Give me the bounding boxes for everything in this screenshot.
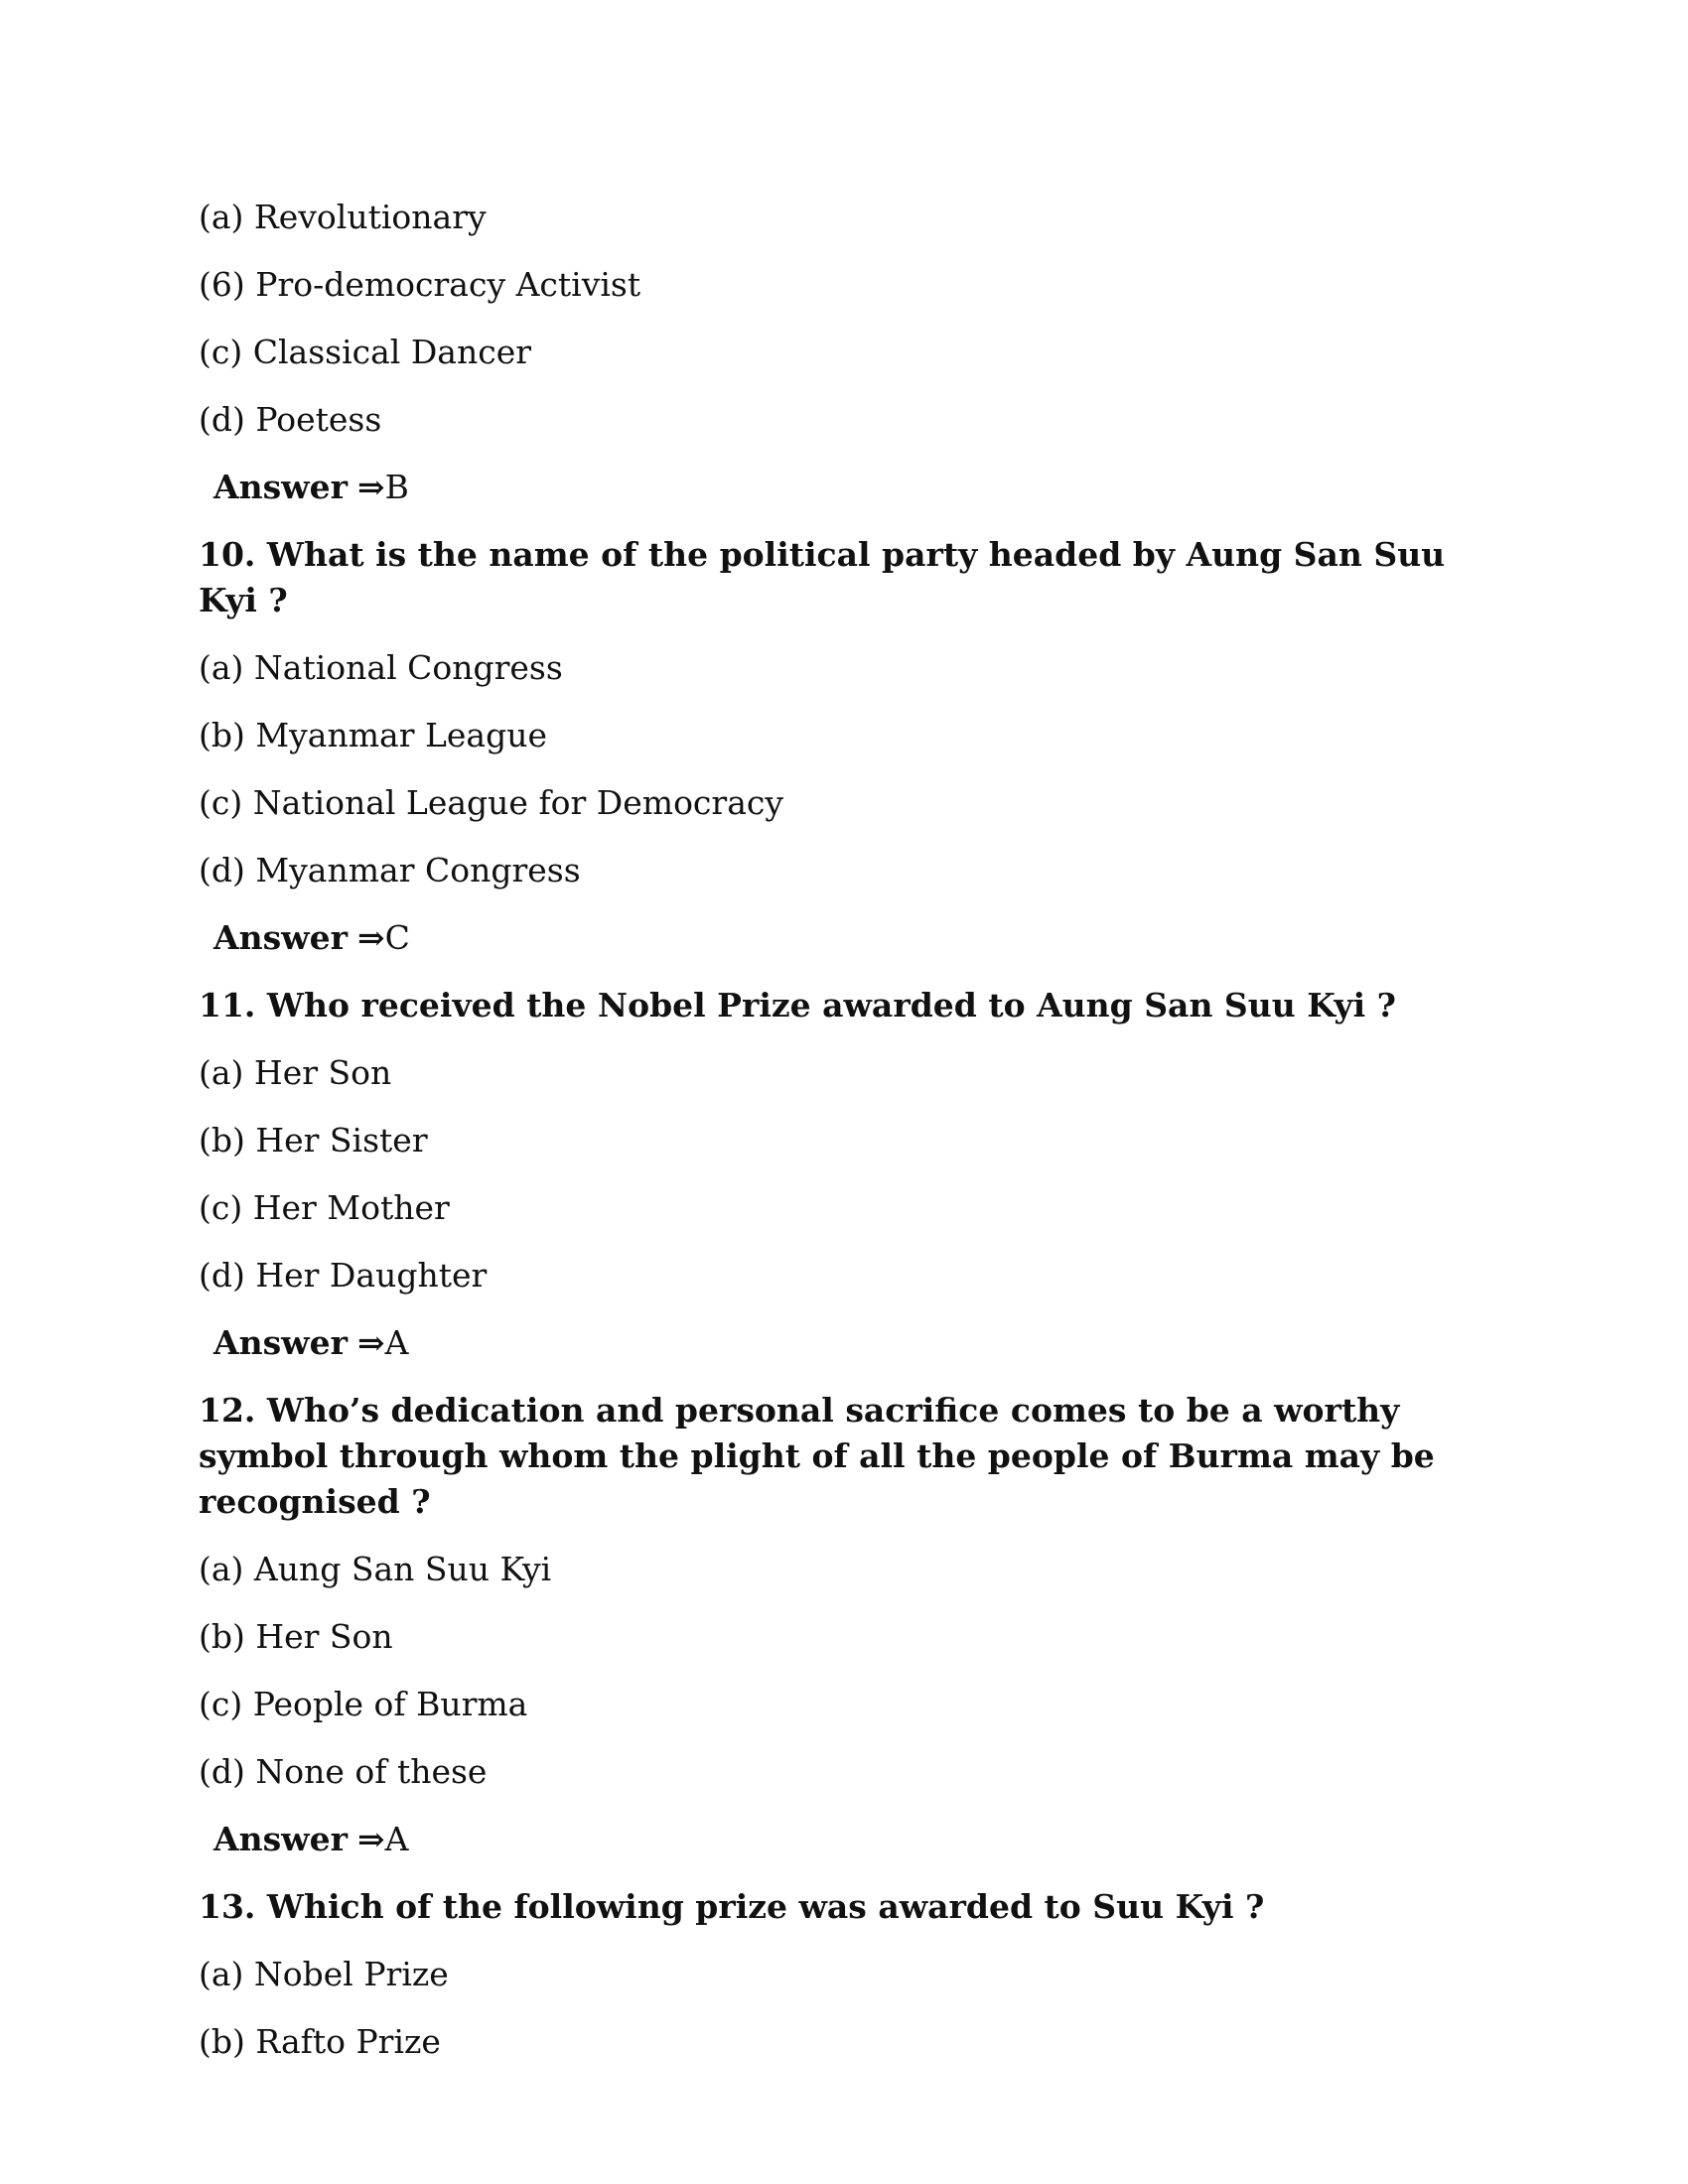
answer-label: Answer [213,1820,348,1858]
option-nobel-prize: (a) Nobel Prize [199,1955,449,1993]
option-pro-democracy-activist: (6) Pro-democracy Activist [199,265,641,304]
option-aung-san-suu-kyi: (a) Aung San Suu Kyi [199,1550,552,1588]
option-rafto-prize: (b) Rafto Prize [199,2022,441,2061]
answer-line [199,1817,1489,1862]
question-10: 10. What is the name of the political party headed by Aung San Suu Kyi ? [199,535,1446,619]
option-people-of-burma: (c) People of Burma [199,1685,528,1723]
answer-line [199,465,1489,510]
arrow-icon: ⇒ [356,1323,385,1362]
question-11: 11. Who received the Nobel Prize awarded to Aung San Suu Kyi ? [199,986,1396,1024]
answer-value: A [384,1820,409,1858]
option-none-of-these: (d) None of these [199,1752,488,1791]
option-national-congress: (a) National Congress [199,648,563,687]
option-her-son: (b) Her Son [199,1617,393,1656]
answer-label: Answer [213,1323,348,1362]
document-page [199,195,1489,2087]
answer-value: A [384,1323,409,1362]
answer-label: Answer [213,918,348,957]
option-myanmar-congress: (d) Myanmar Congress [199,851,581,889]
answer-label: Answer [213,468,348,506]
answer-line [199,915,1489,961]
option-myanmar-league: (b) Myanmar League [199,716,547,754]
option-revolutionary: (a) Revolutionary [199,198,487,236]
option-national-league-for-democracy: (c) National League for Democracy [199,783,783,822]
answer-value: C [384,918,410,957]
answer-line [199,1320,1489,1366]
option-her-daughter: (d) Her Daughter [199,1256,488,1295]
question-12: 12. Who’s dedication and personal sacrifice comes to be a worthy symbol through whom the plight of all the people of Burma may be recognised ? [199,1391,1435,1521]
question-13: 13. Which of the following prize was awarded to Suu Kyi ? [199,1887,1265,1926]
option-her-mother: (c) Her Mother [199,1188,450,1227]
arrow-icon: ⇒ [356,468,385,506]
arrow-icon: ⇒ [356,918,385,957]
option-poetess: (d) Poetess [199,400,382,439]
option-classical-dancer: (c) Classical Dancer [199,333,531,371]
arrow-icon: ⇒ [356,1820,385,1858]
option-her-sister: (b) Her Sister [199,1121,428,1160]
option-her-son: (a) Her Son [199,1053,392,1092]
answer-value: B [384,468,409,506]
